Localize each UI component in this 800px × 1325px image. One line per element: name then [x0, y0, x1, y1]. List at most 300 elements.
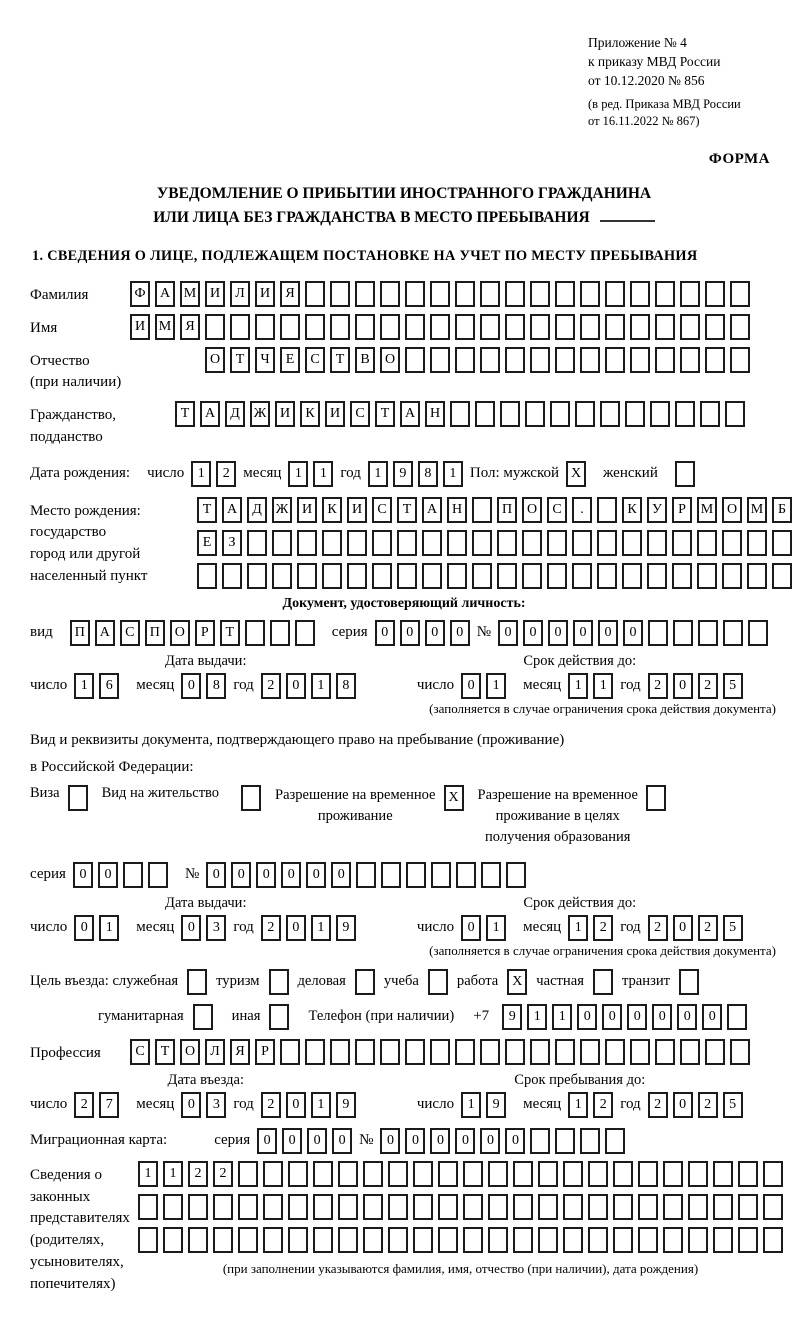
birthplace-cell[interactable]: [597, 530, 617, 556]
representatives-cell[interactable]: [363, 1194, 383, 1220]
given-name-cell[interactable]: [505, 314, 525, 340]
birthplace-cell[interactable]: [772, 530, 792, 556]
id-issue-year-cell[interactable]: 0: [286, 673, 306, 699]
birthplace-cell[interactable]: [447, 563, 467, 589]
representatives-cells-line1[interactable]: [138, 1161, 783, 1187]
migration-series-cell[interactable]: 0: [257, 1128, 277, 1154]
doc-type-cells[interactable]: [70, 620, 315, 646]
birthplace-cell[interactable]: А: [422, 497, 442, 523]
representatives-cell[interactable]: [388, 1161, 408, 1187]
entry-month-cell[interactable]: 3: [206, 1092, 226, 1118]
entry-day-cell[interactable]: 2: [74, 1092, 94, 1118]
surname-cell[interactable]: [630, 281, 650, 307]
representatives-cell[interactable]: [438, 1227, 458, 1253]
representatives-cell[interactable]: [513, 1161, 533, 1187]
birthplace-cell[interactable]: Б: [772, 497, 792, 523]
representatives-cell[interactable]: [538, 1161, 558, 1187]
citizenship-cell[interactable]: К: [300, 401, 320, 427]
birth-year-cell[interactable]: 1: [443, 461, 463, 487]
given-name-cells[interactable]: [130, 314, 750, 340]
representatives-cell[interactable]: [288, 1227, 308, 1253]
representatives-cell[interactable]: [713, 1194, 733, 1220]
birthplace-cell[interactable]: [472, 497, 492, 523]
representatives-cell[interactable]: [438, 1161, 458, 1187]
patronymic-cell[interactable]: [605, 347, 625, 373]
representatives-cell[interactable]: [663, 1194, 683, 1220]
id-expiry-year-cell[interactable]: 2: [648, 673, 668, 699]
birth-year-cell[interactable]: 8: [418, 461, 438, 487]
citizenship-cell[interactable]: [700, 401, 720, 427]
phone-cell[interactable]: 0: [652, 1004, 672, 1030]
purpose-private-cell[interactable]: [593, 969, 613, 995]
patronymic-cell[interactable]: О: [205, 347, 225, 373]
phone-cell[interactable]: 0: [677, 1004, 697, 1030]
residence-permit-checkbox[interactable]: [241, 785, 261, 811]
purpose-business-cell[interactable]: [355, 969, 375, 995]
citizenship-cell[interactable]: А: [400, 401, 420, 427]
permit-expiry-year-cell[interactable]: 0: [673, 915, 693, 941]
purpose-work-checkbox[interactable]: [507, 969, 527, 995]
representatives-cell[interactable]: [363, 1227, 383, 1253]
representatives-cell[interactable]: [138, 1194, 158, 1220]
profession-cell[interactable]: [455, 1039, 475, 1065]
visa-checkbox-cell[interactable]: [68, 785, 88, 811]
birthplace-cell[interactable]: [572, 563, 592, 589]
patronymic-cells[interactable]: [205, 347, 750, 373]
citizenship-cell[interactable]: [625, 401, 645, 427]
purpose-transit-cell[interactable]: [679, 969, 699, 995]
purpose-tourism-checkbox[interactable]: [269, 969, 289, 995]
given-name-cell[interactable]: [205, 314, 225, 340]
representatives-cell[interactable]: [763, 1161, 783, 1187]
doc-series-cell[interactable]: 0: [450, 620, 470, 646]
permit-issue-year-cell[interactable]: 9: [336, 915, 356, 941]
representatives-cell[interactable]: [238, 1161, 258, 1187]
entry-day-cells[interactable]: [74, 1092, 119, 1118]
sex-female-cell[interactable]: [675, 461, 695, 487]
sex-female-checkbox[interactable]: [675, 461, 695, 487]
birth-year-cells[interactable]: [368, 461, 463, 487]
doc-type-cell[interactable]: О: [170, 620, 190, 646]
citizenship-cell[interactable]: [525, 401, 545, 427]
birth-year-cell[interactable]: 9: [393, 461, 413, 487]
representatives-cell[interactable]: [413, 1227, 433, 1253]
given-name-cell[interactable]: [330, 314, 350, 340]
migration-number-cell[interactable]: 0: [505, 1128, 525, 1154]
temp-permit-checkbox-cell[interactable]: X: [444, 785, 464, 811]
given-name-cell[interactable]: [380, 314, 400, 340]
citizenship-cell[interactable]: С: [350, 401, 370, 427]
citizenship-cell[interactable]: [450, 401, 470, 427]
permit-number-cell[interactable]: [506, 862, 526, 888]
birthplace-cell[interactable]: К: [622, 497, 642, 523]
given-name-cell[interactable]: [655, 314, 675, 340]
surname-cell[interactable]: [730, 281, 750, 307]
permit-issue-month-cell[interactable]: 3: [206, 915, 226, 941]
birthplace-cell[interactable]: З: [222, 530, 242, 556]
phone-cell[interactable]: 0: [627, 1004, 647, 1030]
representatives-cells-line3[interactable]: [138, 1227, 783, 1253]
visa-checkbox[interactable]: [68, 785, 88, 811]
surname-cell[interactable]: [405, 281, 425, 307]
birthplace-cell[interactable]: [722, 530, 742, 556]
permit-number-cell[interactable]: [456, 862, 476, 888]
surname-cell[interactable]: [680, 281, 700, 307]
surname-cell[interactable]: [580, 281, 600, 307]
migration-number-cell[interactable]: [605, 1128, 625, 1154]
given-name-cell[interactable]: [255, 314, 275, 340]
citizenship-cells[interactable]: [175, 401, 745, 427]
permit-series-cell[interactable]: [123, 862, 143, 888]
id-issue-year-cell[interactable]: 8: [336, 673, 356, 699]
citizenship-cell[interactable]: А: [200, 401, 220, 427]
entry-year-cell[interactable]: 0: [286, 1092, 306, 1118]
migration-number-cell[interactable]: 0: [480, 1128, 500, 1154]
citizenship-cell[interactable]: И: [275, 401, 295, 427]
birthplace-cell[interactable]: О: [722, 497, 742, 523]
permit-expiry-year-cells[interactable]: [648, 915, 743, 941]
doc-type-cell[interactable]: С: [120, 620, 140, 646]
birthplace-cell[interactable]: Д: [247, 497, 267, 523]
representatives-cell[interactable]: [688, 1194, 708, 1220]
representatives-cell[interactable]: [288, 1161, 308, 1187]
permit-expiry-day-cell[interactable]: 1: [486, 915, 506, 941]
birthplace-cell[interactable]: С: [547, 497, 567, 523]
given-name-cell[interactable]: [730, 314, 750, 340]
representatives-cell[interactable]: [163, 1227, 183, 1253]
representatives-cell[interactable]: [138, 1227, 158, 1253]
representatives-cells-line2[interactable]: [138, 1194, 783, 1220]
profession-cell[interactable]: [680, 1039, 700, 1065]
patronymic-cell[interactable]: [580, 347, 600, 373]
doc-number-cell[interactable]: 0: [498, 620, 518, 646]
birthplace-cell[interactable]: [297, 530, 317, 556]
permit-number-cell[interactable]: 0: [281, 862, 301, 888]
birthplace-cell[interactable]: Т: [397, 497, 417, 523]
representatives-cell[interactable]: [463, 1194, 483, 1220]
surname-cell[interactable]: И: [205, 281, 225, 307]
birthplace-cell[interactable]: И: [297, 497, 317, 523]
profession-cell[interactable]: Р: [255, 1039, 275, 1065]
birthplace-cell[interactable]: [572, 530, 592, 556]
profession-cell[interactable]: [330, 1039, 350, 1065]
representatives-cell[interactable]: [463, 1161, 483, 1187]
id-issue-day-cell[interactable]: 6: [99, 673, 119, 699]
doc-type-cell[interactable]: П: [70, 620, 90, 646]
permit-issue-year-cell[interactable]: 0: [286, 915, 306, 941]
purpose-private-checkbox[interactable]: [593, 969, 613, 995]
representatives-cell[interactable]: [763, 1194, 783, 1220]
given-name-cell[interactable]: [630, 314, 650, 340]
birthplace-cell[interactable]: [522, 530, 542, 556]
profession-cell[interactable]: [730, 1039, 750, 1065]
representatives-cell[interactable]: [188, 1227, 208, 1253]
permit-number-cell[interactable]: [431, 862, 451, 888]
profession-cell[interactable]: [580, 1039, 600, 1065]
residence-permit-checkbox-cell[interactable]: [241, 785, 261, 811]
representatives-cell[interactable]: 2: [213, 1161, 233, 1187]
given-name-cell[interactable]: И: [130, 314, 150, 340]
representatives-cell[interactable]: [388, 1194, 408, 1220]
citizenship-cell[interactable]: [475, 401, 495, 427]
representatives-cell[interactable]: [413, 1161, 433, 1187]
permit-expiry-year-cell[interactable]: 2: [648, 915, 668, 941]
permit-series-cell[interactable]: 0: [73, 862, 93, 888]
patronymic-cell[interactable]: Т: [330, 347, 350, 373]
birth-day-cell[interactable]: 2: [216, 461, 236, 487]
birthplace-cell[interactable]: [622, 530, 642, 556]
patronymic-cell[interactable]: О: [380, 347, 400, 373]
birthplace-cell[interactable]: [597, 563, 617, 589]
given-name-cell[interactable]: [405, 314, 425, 340]
surname-cell[interactable]: [355, 281, 375, 307]
profession-cell[interactable]: [430, 1039, 450, 1065]
migration-number-cell[interactable]: 0: [405, 1128, 425, 1154]
representatives-cell[interactable]: [663, 1227, 683, 1253]
profession-cell[interactable]: Я: [230, 1039, 250, 1065]
migration-number-cell[interactable]: [580, 1128, 600, 1154]
phone-cell[interactable]: 9: [502, 1004, 522, 1030]
birthplace-cell[interactable]: [322, 530, 342, 556]
doc-type-cell[interactable]: [270, 620, 290, 646]
permit-issue-day-cell[interactable]: 1: [99, 915, 119, 941]
doc-type-cell[interactable]: [245, 620, 265, 646]
birthplace-cell[interactable]: [272, 530, 292, 556]
purpose-official-checkbox[interactable]: [187, 969, 207, 995]
doc-number-cell[interactable]: [723, 620, 743, 646]
migration-series-cell[interactable]: 0: [282, 1128, 302, 1154]
birthplace-cell[interactable]: [647, 563, 667, 589]
purpose-official-cell[interactable]: [187, 969, 207, 995]
entry-year-cell[interactable]: 1: [311, 1092, 331, 1118]
doc-type-cell[interactable]: Т: [220, 620, 240, 646]
stay-year-cell[interactable]: 0: [673, 1092, 693, 1118]
id-expiry-month-cell[interactable]: 1: [568, 673, 588, 699]
birthplace-cell[interactable]: [522, 563, 542, 589]
permit-number-cell[interactable]: 0: [231, 862, 251, 888]
birthplace-cell[interactable]: [497, 530, 517, 556]
permit-series-cell[interactable]: 0: [98, 862, 118, 888]
citizenship-cell[interactable]: [575, 401, 595, 427]
birthplace-cell[interactable]: [747, 530, 767, 556]
surname-cell[interactable]: Я: [280, 281, 300, 307]
entry-month-cell[interactable]: 0: [181, 1092, 201, 1118]
patronymic-cell[interactable]: [530, 347, 550, 373]
profession-cell[interactable]: Т: [155, 1039, 175, 1065]
doc-number-cell[interactable]: [698, 620, 718, 646]
representatives-cell[interactable]: [438, 1194, 458, 1220]
doc-series-cell[interactable]: 0: [375, 620, 395, 646]
birthplace-cell[interactable]: [597, 497, 617, 523]
representatives-cell[interactable]: [563, 1227, 583, 1253]
purpose-study-checkbox[interactable]: [428, 969, 448, 995]
birthplace-cell[interactable]: [222, 563, 242, 589]
birthplace-cell[interactable]: Р: [672, 497, 692, 523]
birthplace-cell[interactable]: [697, 530, 717, 556]
given-name-cell[interactable]: [455, 314, 475, 340]
patronymic-cell[interactable]: [455, 347, 475, 373]
birth-month-cell[interactable]: 1: [313, 461, 333, 487]
patronymic-cell[interactable]: [405, 347, 425, 373]
id-expiry-day-cells[interactable]: [461, 673, 506, 699]
representatives-cell[interactable]: [313, 1227, 333, 1253]
given-name-cell[interactable]: [280, 314, 300, 340]
profession-cell[interactable]: [305, 1039, 325, 1065]
phone-cell[interactable]: [727, 1004, 747, 1030]
purpose-tourism-cell[interactable]: [269, 969, 289, 995]
migration-number-cell[interactable]: 0: [380, 1128, 400, 1154]
representatives-cell[interactable]: [263, 1227, 283, 1253]
doc-series-cell[interactable]: 0: [400, 620, 420, 646]
representatives-cell[interactable]: [563, 1161, 583, 1187]
representatives-cell[interactable]: [638, 1194, 658, 1220]
given-name-cell[interactable]: [230, 314, 250, 340]
birthplace-cell[interactable]: У: [647, 497, 667, 523]
migration-series-cell[interactable]: 0: [332, 1128, 352, 1154]
migration-number-cell[interactable]: [530, 1128, 550, 1154]
permit-expiry-year-cell[interactable]: 5: [723, 915, 743, 941]
stay-day-cells[interactable]: [461, 1092, 506, 1118]
birthplace-cell[interactable]: .: [572, 497, 592, 523]
purpose-other-checkbox[interactable]: [269, 1004, 289, 1030]
migration-number-cell[interactable]: 0: [430, 1128, 450, 1154]
representatives-cell[interactable]: [588, 1227, 608, 1253]
profession-cell[interactable]: [355, 1039, 375, 1065]
birthplace-cell[interactable]: [372, 563, 392, 589]
phone-cell[interactable]: 0: [602, 1004, 622, 1030]
birthplace-cell[interactable]: М: [747, 497, 767, 523]
citizenship-cell[interactable]: [600, 401, 620, 427]
id-expiry-month-cells[interactable]: [568, 673, 613, 699]
representatives-cell[interactable]: [763, 1227, 783, 1253]
permit-issue-year-cell[interactable]: 2: [261, 915, 281, 941]
patronymic-cell[interactable]: [630, 347, 650, 373]
doc-number-cell[interactable]: 0: [523, 620, 543, 646]
given-name-cell[interactable]: Я: [180, 314, 200, 340]
birthplace-cell[interactable]: К: [322, 497, 342, 523]
birthplace-cell[interactable]: С: [372, 497, 392, 523]
birthplace-cell[interactable]: [697, 563, 717, 589]
entry-year-cell[interactable]: 2: [261, 1092, 281, 1118]
doc-number-cell[interactable]: [748, 620, 768, 646]
representatives-cell[interactable]: [288, 1194, 308, 1220]
representatives-cell[interactable]: [263, 1161, 283, 1187]
surname-cell[interactable]: А: [155, 281, 175, 307]
representatives-cell[interactable]: [388, 1227, 408, 1253]
birthplace-cells-line1[interactable]: [197, 497, 792, 523]
representatives-cell[interactable]: [488, 1227, 508, 1253]
permit-number-cell[interactable]: 0: [256, 862, 276, 888]
sex-male-checkbox[interactable]: [566, 461, 586, 487]
permit-expiry-month-cell[interactable]: 2: [593, 915, 613, 941]
birthplace-cell[interactable]: Т: [197, 497, 217, 523]
given-name-cell[interactable]: [705, 314, 725, 340]
birthplace-cells-line2[interactable]: [197, 530, 792, 556]
doc-type-cell[interactable]: А: [95, 620, 115, 646]
representatives-cell[interactable]: [563, 1194, 583, 1220]
birthplace-cell[interactable]: [647, 530, 667, 556]
representatives-cell[interactable]: [313, 1161, 333, 1187]
surname-cell[interactable]: [480, 281, 500, 307]
permit-number-cell[interactable]: [356, 862, 376, 888]
profession-cell[interactable]: [555, 1039, 575, 1065]
id-expiry-month-cell[interactable]: 1: [593, 673, 613, 699]
birthplace-cell[interactable]: [447, 530, 467, 556]
given-name-cell[interactable]: [605, 314, 625, 340]
temp-permit-edu-checkbox-cell[interactable]: [646, 785, 666, 811]
id-expiry-year-cell[interactable]: 2: [698, 673, 718, 699]
representatives-cell[interactable]: [538, 1194, 558, 1220]
id-expiry-year-cell[interactable]: 0: [673, 673, 693, 699]
birthplace-cells-line3[interactable]: [197, 563, 792, 589]
doc-series-cell[interactable]: 0: [425, 620, 445, 646]
patronymic-cell[interactable]: [555, 347, 575, 373]
stay-month-cells[interactable]: [568, 1092, 613, 1118]
given-name-cell[interactable]: М: [155, 314, 175, 340]
patronymic-cell[interactable]: Е: [280, 347, 300, 373]
profession-cell[interactable]: Л: [205, 1039, 225, 1065]
birth-month-cells[interactable]: [288, 461, 333, 487]
id-issue-year-cell[interactable]: 1: [311, 673, 331, 699]
birthplace-cell[interactable]: [322, 563, 342, 589]
permit-number-cells[interactable]: [206, 862, 526, 888]
surname-cells[interactable]: [130, 281, 750, 307]
representatives-cell[interactable]: [313, 1194, 333, 1220]
permit-series-cell[interactable]: [148, 862, 168, 888]
surname-cell[interactable]: М: [180, 281, 200, 307]
temp-permit-edu-checkbox[interactable]: [646, 785, 666, 811]
phone-cell[interactable]: 0: [577, 1004, 597, 1030]
patronymic-cell[interactable]: [705, 347, 725, 373]
representatives-cell[interactable]: [238, 1227, 258, 1253]
representatives-cell[interactable]: [613, 1161, 633, 1187]
representatives-cell[interactable]: [513, 1194, 533, 1220]
permit-number-cell[interactable]: [406, 862, 426, 888]
citizenship-cell[interactable]: Д: [225, 401, 245, 427]
citizenship-cell[interactable]: [725, 401, 745, 427]
id-issue-month-cell[interactable]: 0: [181, 673, 201, 699]
surname-cell[interactable]: [530, 281, 550, 307]
representatives-cell[interactable]: [238, 1194, 258, 1220]
surname-cell[interactable]: И: [255, 281, 275, 307]
profession-cell[interactable]: О: [180, 1039, 200, 1065]
stay-day-cell[interactable]: 9: [486, 1092, 506, 1118]
birthplace-cell[interactable]: [747, 563, 767, 589]
representatives-cell[interactable]: [613, 1227, 633, 1253]
id-issue-day-cell[interactable]: 1: [74, 673, 94, 699]
representatives-cell[interactable]: [413, 1194, 433, 1220]
citizenship-cell[interactable]: Т: [375, 401, 395, 427]
sex-male-cell[interactable]: X: [566, 461, 586, 487]
phone-cell[interactable]: 1: [527, 1004, 547, 1030]
id-issue-year-cells[interactable]: [261, 673, 356, 699]
birthplace-cell[interactable]: [422, 530, 442, 556]
birthplace-cell[interactable]: [422, 563, 442, 589]
representatives-cell[interactable]: [363, 1161, 383, 1187]
doc-series-cells[interactable]: [375, 620, 470, 646]
birthplace-cell[interactable]: Ж: [272, 497, 292, 523]
id-issue-year-cell[interactable]: 2: [261, 673, 281, 699]
id-expiry-year-cells[interactable]: [648, 673, 743, 699]
profession-cell[interactable]: [630, 1039, 650, 1065]
representatives-cell[interactable]: [738, 1194, 758, 1220]
representatives-cell[interactable]: [738, 1227, 758, 1253]
profession-cell[interactable]: [605, 1039, 625, 1065]
permit-issue-month-cell[interactable]: 0: [181, 915, 201, 941]
stay-day-cell[interactable]: 1: [461, 1092, 481, 1118]
representatives-cell[interactable]: [588, 1161, 608, 1187]
stay-month-cell[interactable]: 1: [568, 1092, 588, 1118]
